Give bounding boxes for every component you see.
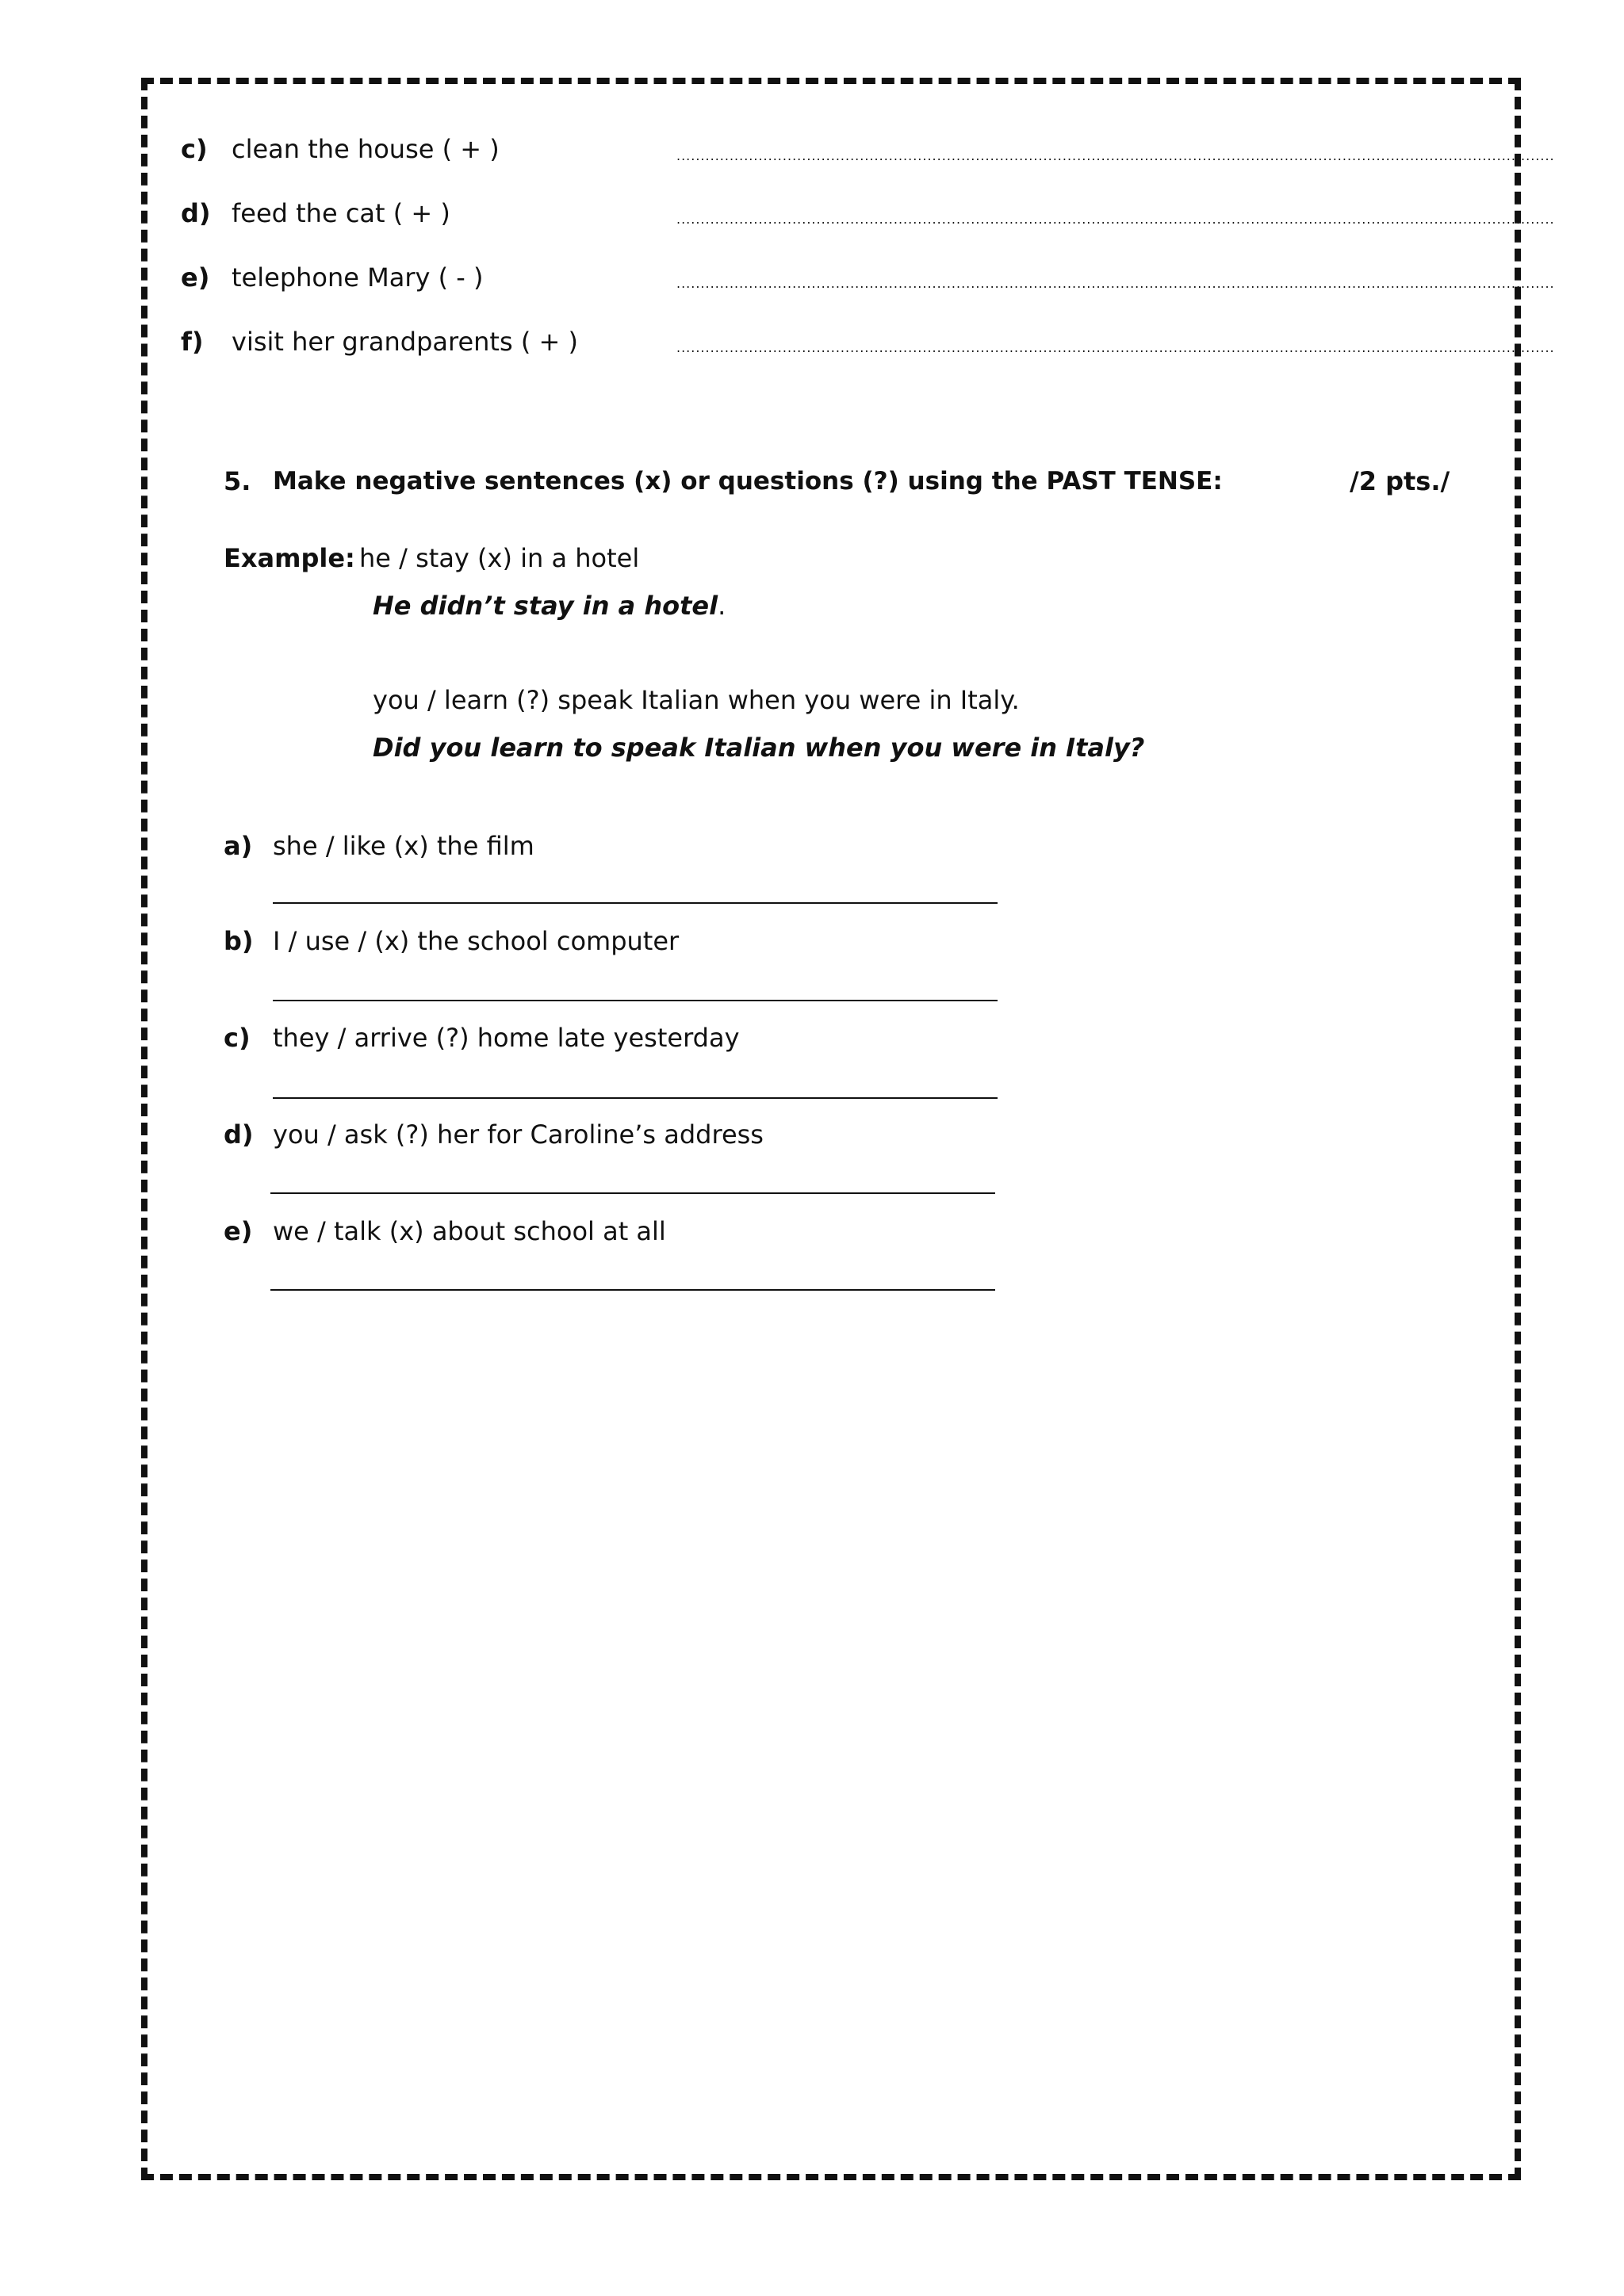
example1-prompt: he / stay (x) in a hotel [359,543,640,573]
item-text: she / like (x) the film [273,831,534,861]
item-letter: e) [181,262,210,293]
item-text: you / ask (?) her for Caroline’s address [273,1119,764,1150]
item-text: we / talk (x) about school at all [273,1216,666,1246]
part4-item-c [181,133,500,165]
exercise5-item-d [224,1119,764,1150]
exercise5-points: /2 pts./ [1350,466,1450,496]
item-letter: d) [224,1119,254,1150]
item-letter: d) [181,198,211,228]
part4-item-f [181,326,578,358]
example-label: Example: [224,543,355,573]
exercise5-instruction: Make negative sentences (x) or questions (?) using the PAST TENSE: [273,467,1223,496]
example1-answer-line [373,590,726,622]
exercise5-item-c [224,1022,740,1054]
part4-item-e [181,262,483,293]
item-text: visit her grandparents ( + ) [232,327,578,357]
item-text: clean the house ( + ) [232,134,500,164]
exercise5-item-e [224,1215,666,1247]
answer-dotted-line[interactable]: ...................................................................................................................................................................................... [676,148,1555,163]
item-letter: c) [224,1023,251,1053]
answer-line-e[interactable] [270,1289,995,1291]
answer-line-a[interactable] [273,902,998,904]
item-text: I / use / (x) the school computer [273,926,680,956]
example1-answer: He didn’t stay in a hotel [373,591,718,621]
answer-dotted-line[interactable]: ...................................................................................................................................................................................... [676,212,1555,227]
item-letter: f) [181,327,204,357]
item-text: they / arrive (?) home late yesterday [273,1023,740,1053]
item-text: feed the cat ( + ) [232,198,450,228]
example2-prompt: you / learn (?) speak Italian when you were in Italy. [373,685,1020,715]
item-letter: c) [181,134,208,164]
answer-line-d[interactable] [270,1192,995,1194]
answer-line-c[interactable] [273,1097,998,1099]
answer-dotted-line[interactable]: ...................................................................................................................................................................................... [676,340,1555,355]
example1-period: . [718,591,726,621]
exercise5-item-b [224,925,679,957]
item-letter: e) [224,1216,253,1246]
answer-line-b[interactable] [273,1000,998,1001]
item-text: telephone Mary ( - ) [232,262,484,293]
exercise5-item-a [224,830,534,862]
example2-answer: Did you learn to speak Italian when you were in Italy? [373,733,1145,763]
part4-item-d [181,197,450,229]
item-letter: b) [224,926,254,956]
item-letter: a) [224,831,253,861]
exercise5-number: 5. [224,466,251,496]
answer-dotted-line[interactable]: ...................................................................................................................................................................................... [676,276,1555,291]
